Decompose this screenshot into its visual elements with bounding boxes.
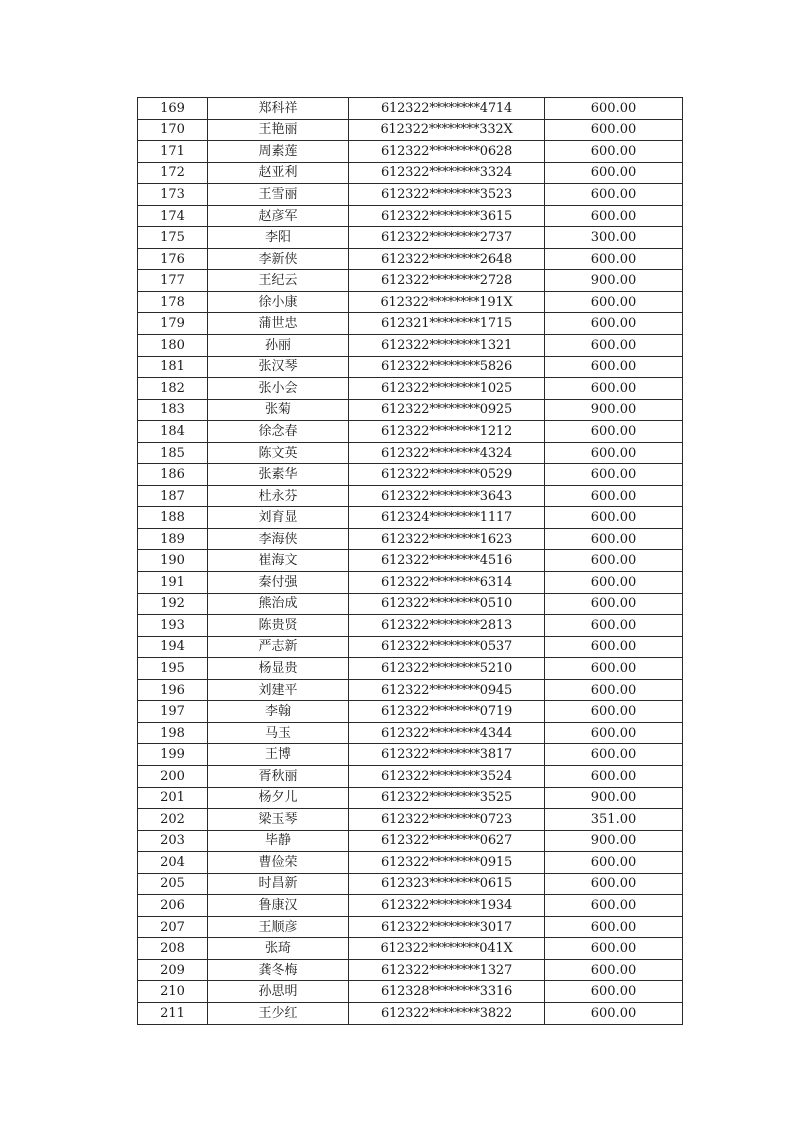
row-number-cell: 175 xyxy=(138,227,208,249)
table-row xyxy=(138,507,683,529)
amount-cell: 600.00 xyxy=(545,528,683,550)
row-number-cell: 188 xyxy=(138,507,208,529)
row-number-cell: 182 xyxy=(138,378,208,400)
row-number-cell: 176 xyxy=(138,248,208,270)
amount-cell: 600.00 xyxy=(545,722,683,744)
name-cell: 张琦 xyxy=(208,938,349,960)
table-row xyxy=(138,378,683,400)
row-number-cell: 192 xyxy=(138,593,208,615)
name-cell: 毕静 xyxy=(208,830,349,852)
id-number-cell: 612322********0915 xyxy=(349,852,545,874)
name-cell: 李新侠 xyxy=(208,248,349,270)
id-number-cell: 612322********3817 xyxy=(349,744,545,766)
amount-cell: 600.00 xyxy=(545,507,683,529)
row-number-cell: 179 xyxy=(138,313,208,335)
table-row xyxy=(138,981,683,1003)
amount-cell: 600.00 xyxy=(545,378,683,400)
id-number-cell: 612322********2813 xyxy=(349,615,545,637)
name-cell: 周素莲 xyxy=(208,141,349,163)
table-row xyxy=(138,938,683,960)
row-number-cell: 194 xyxy=(138,636,208,658)
amount-cell: 600.00 xyxy=(545,701,683,723)
row-number-cell: 183 xyxy=(138,399,208,421)
table-row xyxy=(138,916,683,938)
row-number-cell: 196 xyxy=(138,679,208,701)
id-number-cell: 612322********5826 xyxy=(349,356,545,378)
name-cell: 崔海文 xyxy=(208,550,349,572)
id-number-cell: 612322********0945 xyxy=(349,679,545,701)
row-number-cell: 177 xyxy=(138,270,208,292)
row-number-cell: 190 xyxy=(138,550,208,572)
name-cell: 王艳丽 xyxy=(208,119,349,141)
name-cell: 徐念春 xyxy=(208,421,349,443)
name-cell: 赵彦军 xyxy=(208,205,349,227)
id-number-cell: 612321********1715 xyxy=(349,313,545,335)
id-number-cell: 612322********1025 xyxy=(349,378,545,400)
row-number-cell: 199 xyxy=(138,744,208,766)
amount-cell: 600.00 xyxy=(545,658,683,680)
name-cell: 秦付强 xyxy=(208,572,349,594)
table-row xyxy=(138,227,683,249)
table-row xyxy=(138,335,683,357)
id-number-cell: 612322********4516 xyxy=(349,550,545,572)
table-row xyxy=(138,313,683,335)
id-number-cell: 612322********2728 xyxy=(349,270,545,292)
amount-cell: 600.00 xyxy=(545,464,683,486)
id-number-cell: 612322********3615 xyxy=(349,205,545,227)
table-row xyxy=(138,787,683,809)
amount-cell: 600.00 xyxy=(545,959,683,981)
amount-cell: 600.00 xyxy=(545,916,683,938)
table-row xyxy=(138,744,683,766)
id-number-cell: 612322********0510 xyxy=(349,593,545,615)
name-cell: 曹俭荣 xyxy=(208,852,349,874)
id-number-cell: 612322********1212 xyxy=(349,421,545,443)
row-number-cell: 169 xyxy=(138,98,208,120)
row-number-cell: 206 xyxy=(138,895,208,917)
row-number-cell: 200 xyxy=(138,765,208,787)
id-number-cell: 612322********2737 xyxy=(349,227,545,249)
row-number-cell: 193 xyxy=(138,615,208,637)
row-number-cell: 195 xyxy=(138,658,208,680)
row-number-cell: 191 xyxy=(138,572,208,594)
amount-cell: 600.00 xyxy=(545,593,683,615)
row-number-cell: 204 xyxy=(138,852,208,874)
row-number-cell: 211 xyxy=(138,1002,208,1024)
table-row xyxy=(138,873,683,895)
id-number-cell: 612323********0615 xyxy=(349,873,545,895)
id-number-cell: 612322********041X xyxy=(349,938,545,960)
id-number-cell: 612322********1934 xyxy=(349,895,545,917)
row-number-cell: 189 xyxy=(138,528,208,550)
id-number-cell: 612322********3525 xyxy=(349,787,545,809)
row-number-cell: 185 xyxy=(138,442,208,464)
table-row xyxy=(138,572,683,594)
name-cell: 杨显贵 xyxy=(208,658,349,680)
row-number-cell: 170 xyxy=(138,119,208,141)
table-row xyxy=(138,1002,683,1024)
name-cell: 赵亚利 xyxy=(208,162,349,184)
amount-cell: 600.00 xyxy=(545,765,683,787)
table-row xyxy=(138,356,683,378)
row-number-cell: 180 xyxy=(138,335,208,357)
table-row xyxy=(138,205,683,227)
name-cell: 郑科祥 xyxy=(208,98,349,120)
table-row xyxy=(138,162,683,184)
amount-cell: 600.00 xyxy=(545,421,683,443)
id-number-cell: 612322********3524 xyxy=(349,765,545,787)
row-number-cell: 207 xyxy=(138,916,208,938)
table-row xyxy=(138,658,683,680)
table-row xyxy=(138,119,683,141)
amount-cell: 600.00 xyxy=(545,679,683,701)
name-cell: 张素华 xyxy=(208,464,349,486)
amount-cell: 600.00 xyxy=(545,485,683,507)
name-cell: 杜永芬 xyxy=(208,485,349,507)
name-cell: 龚冬梅 xyxy=(208,959,349,981)
amount-cell: 600.00 xyxy=(545,852,683,874)
amount-cell: 600.00 xyxy=(545,248,683,270)
table-row xyxy=(138,98,683,120)
table-row xyxy=(138,550,683,572)
name-cell: 张菊 xyxy=(208,399,349,421)
id-number-cell: 612322********0723 xyxy=(349,809,545,831)
name-cell: 李翰 xyxy=(208,701,349,723)
name-cell: 熊治成 xyxy=(208,593,349,615)
table-row xyxy=(138,636,683,658)
name-cell: 张汉琴 xyxy=(208,356,349,378)
name-cell: 王雪丽 xyxy=(208,184,349,206)
amount-cell: 600.00 xyxy=(545,550,683,572)
table-row xyxy=(138,809,683,831)
name-cell: 徐小康 xyxy=(208,291,349,313)
amount-cell: 600.00 xyxy=(545,636,683,658)
id-number-cell: 612322********4324 xyxy=(349,442,545,464)
amount-cell: 600.00 xyxy=(545,291,683,313)
id-number-cell: 612322********0719 xyxy=(349,701,545,723)
name-cell: 严志新 xyxy=(208,636,349,658)
row-number-cell: 208 xyxy=(138,938,208,960)
row-number-cell: 209 xyxy=(138,959,208,981)
name-cell: 陈贵贤 xyxy=(208,615,349,637)
name-cell: 王博 xyxy=(208,744,349,766)
table-row xyxy=(138,593,683,615)
name-cell: 胥秋丽 xyxy=(208,765,349,787)
table-row xyxy=(138,722,683,744)
row-number-cell: 174 xyxy=(138,205,208,227)
id-number-cell: 612322********5210 xyxy=(349,658,545,680)
id-number-cell: 612322********2648 xyxy=(349,248,545,270)
amount-cell: 600.00 xyxy=(545,572,683,594)
row-number-cell: 198 xyxy=(138,722,208,744)
name-cell: 马玉 xyxy=(208,722,349,744)
row-number-cell: 186 xyxy=(138,464,208,486)
row-number-cell: 172 xyxy=(138,162,208,184)
id-number-cell: 612322********6314 xyxy=(349,572,545,594)
table-row xyxy=(138,141,683,163)
id-number-cell: 612322********0925 xyxy=(349,399,545,421)
id-number-cell: 612322********3643 xyxy=(349,485,545,507)
id-number-cell: 612322********1623 xyxy=(349,528,545,550)
amount-cell: 600.00 xyxy=(545,615,683,637)
id-number-cell: 612322********3523 xyxy=(349,184,545,206)
row-number-cell: 187 xyxy=(138,485,208,507)
table-row xyxy=(138,830,683,852)
id-number-cell: 612322********0627 xyxy=(349,830,545,852)
amount-cell: 300.00 xyxy=(545,227,683,249)
id-number-cell: 612322********0628 xyxy=(349,141,545,163)
table-row xyxy=(138,399,683,421)
name-cell: 孙丽 xyxy=(208,335,349,357)
row-number-cell: 178 xyxy=(138,291,208,313)
row-number-cell: 202 xyxy=(138,809,208,831)
amount-cell: 600.00 xyxy=(545,873,683,895)
amount-cell: 600.00 xyxy=(545,744,683,766)
amount-cell: 900.00 xyxy=(545,787,683,809)
table-row xyxy=(138,528,683,550)
amount-cell: 600.00 xyxy=(545,981,683,1003)
table-row xyxy=(138,895,683,917)
amount-cell: 900.00 xyxy=(545,399,683,421)
row-number-cell: 197 xyxy=(138,701,208,723)
row-number-cell: 173 xyxy=(138,184,208,206)
amount-cell: 600.00 xyxy=(545,119,683,141)
id-number-cell: 612322********3017 xyxy=(349,916,545,938)
id-number-cell: 612322********4714 xyxy=(349,98,545,120)
name-cell: 梁玉琴 xyxy=(208,809,349,831)
name-cell: 刘育显 xyxy=(208,507,349,529)
amount-cell: 900.00 xyxy=(545,270,683,292)
name-cell: 杨夕儿 xyxy=(208,787,349,809)
name-cell: 时昌新 xyxy=(208,873,349,895)
amount-cell: 600.00 xyxy=(545,356,683,378)
id-number-cell: 612322********0529 xyxy=(349,464,545,486)
name-cell: 鲁康汉 xyxy=(208,895,349,917)
amount-cell: 600.00 xyxy=(545,205,683,227)
roster-table xyxy=(137,97,683,1025)
name-cell: 陈文英 xyxy=(208,442,349,464)
table-row xyxy=(138,485,683,507)
table-row xyxy=(138,852,683,874)
name-cell: 李海侠 xyxy=(208,528,349,550)
amount-cell: 600.00 xyxy=(545,313,683,335)
id-number-cell: 612322********3822 xyxy=(349,1002,545,1024)
row-number-cell: 205 xyxy=(138,873,208,895)
row-number-cell: 184 xyxy=(138,421,208,443)
row-number-cell: 181 xyxy=(138,356,208,378)
id-number-cell: 612322********3324 xyxy=(349,162,545,184)
table-row xyxy=(138,679,683,701)
table-row xyxy=(138,464,683,486)
table-row xyxy=(138,184,683,206)
row-number-cell: 201 xyxy=(138,787,208,809)
name-cell: 刘建平 xyxy=(208,679,349,701)
name-cell: 张小会 xyxy=(208,378,349,400)
table-row xyxy=(138,765,683,787)
id-number-cell: 612322********1321 xyxy=(349,335,545,357)
id-number-cell: 612324********1117 xyxy=(349,507,545,529)
id-number-cell: 612322********0537 xyxy=(349,636,545,658)
id-number-cell: 612322********191X xyxy=(349,291,545,313)
table-row xyxy=(138,442,683,464)
amount-cell: 600.00 xyxy=(545,184,683,206)
amount-cell: 900.00 xyxy=(545,830,683,852)
amount-cell: 600.00 xyxy=(545,938,683,960)
row-number-cell: 210 xyxy=(138,981,208,1003)
amount-cell: 600.00 xyxy=(545,442,683,464)
amount-cell: 600.00 xyxy=(545,895,683,917)
table-row xyxy=(138,270,683,292)
table-row xyxy=(138,615,683,637)
name-cell: 王纪云 xyxy=(208,270,349,292)
name-cell: 李阳 xyxy=(208,227,349,249)
id-number-cell: 612322********332X xyxy=(349,119,545,141)
table-row xyxy=(138,959,683,981)
row-number-cell: 203 xyxy=(138,830,208,852)
id-number-cell: 612322********1327 xyxy=(349,959,545,981)
name-cell: 蒲世忠 xyxy=(208,313,349,335)
amount-cell: 600.00 xyxy=(545,335,683,357)
table-row xyxy=(138,701,683,723)
amount-cell: 600.00 xyxy=(545,162,683,184)
table-row xyxy=(138,421,683,443)
row-number-cell: 171 xyxy=(138,141,208,163)
roster-table-body xyxy=(138,98,683,1025)
name-cell: 孙思明 xyxy=(208,981,349,1003)
id-number-cell: 612328********3316 xyxy=(349,981,545,1003)
id-number-cell: 612322********4344 xyxy=(349,722,545,744)
amount-cell: 600.00 xyxy=(545,1002,683,1024)
amount-cell: 600.00 xyxy=(545,141,683,163)
amount-cell: 600.00 xyxy=(545,98,683,120)
name-cell: 王少红 xyxy=(208,1002,349,1024)
table-row xyxy=(138,248,683,270)
table-row xyxy=(138,291,683,313)
amount-cell: 351.00 xyxy=(545,809,683,831)
name-cell: 王顺彦 xyxy=(208,916,349,938)
